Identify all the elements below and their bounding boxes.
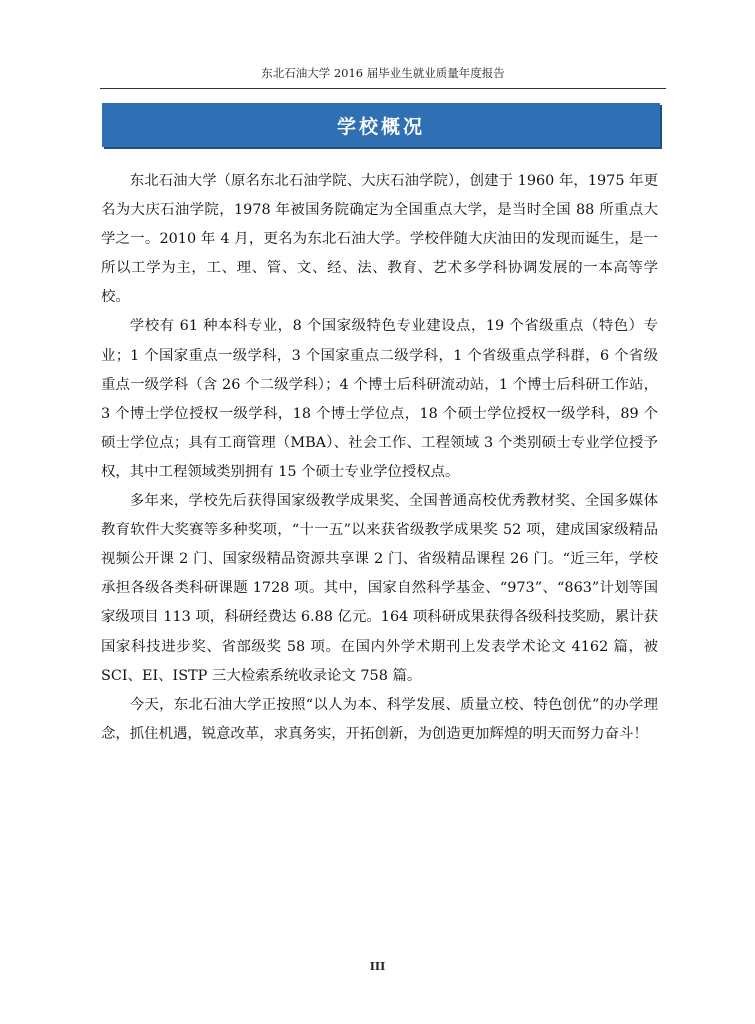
section-banner [102, 103, 660, 147]
page-number: III [369, 960, 386, 973]
body-text [101, 167, 658, 749]
running-header: 东北石油大学 2016 届毕业生就业质量年度报告 [261, 66, 505, 80]
paragraph-disciplines: 学校有 61 种本科专业，8 个国家级特色专业建设点，19 个省级重点（特色）专业；1 个国家重点一级学科，3 个国家重点二级学科，1 个省级重点学科群，6 个省级重点一级学科（含 26 个二级学科）；4 个博士后科研流动站，1 个博士后科研工作站，3 个博士学位授权一级学科，18 个博士学位点，18 个硕士学位授权一级学科，89 个硕士学位点；具有工商管理（MBA）、社会工作、工程领域 3 个类别硕士专业学位授予权，其中工程领域类别拥有 15 个硕士专业学位授权点。 [101, 318, 658, 480]
paragraph-outlook: 今天，东北石油大学正按照“以人为本、科学发展、质量立校、特色创优”的办学理念，抓住机遇，锐意改革，求真务实，开拓创新，为创造更加辉煌的明天而努力奋斗！ [101, 696, 658, 742]
paragraph-achievements: 多年来，学校先后获得国家级教学成果奖、全国普通高校优秀教材奖、全国多媒体教育软件大奖赛等多种奖项，“十一五”以来获省级教学成果奖 52 项，建成国家级精品视频公开课 2 门、国家级精品资源共享课 2 门、省级精品课程 26 门。“近三年，学校承担各级各类科研课题 1728 项。其中，国家自然科学基金、“973”、“863”计划等国家级项目 113 项，科研经费达 6.88 亿元。164 项科研成果获得各级科技奖励，累计获国家科技进步奖、省部级奖 58 项。在国内外学术期刊上发表学术论文 4162 篇，被 SCI、EI、ISTP 三大检索系统收录论文 758 篇。 [101, 493, 658, 684]
section-title: 学校概况 [336, 115, 425, 138]
paragraph-history: 东北石油大学（原名东北石油学院、大庆石油学院），创建于 1960 年，1975 年更名为大庆石油学院，1978 年被国务院确定为全国重点大学，是当时全国 88 所重点大学之一。2010 年 4 月，更名为东北石油大学。学校伴随大庆油田的发现而诞生，是一所以工学为主，工、理、管、文、经、法、教育、艺术多学科协调发展的一本高等学校。 [101, 173, 658, 306]
header-divider [100, 88, 666, 89]
